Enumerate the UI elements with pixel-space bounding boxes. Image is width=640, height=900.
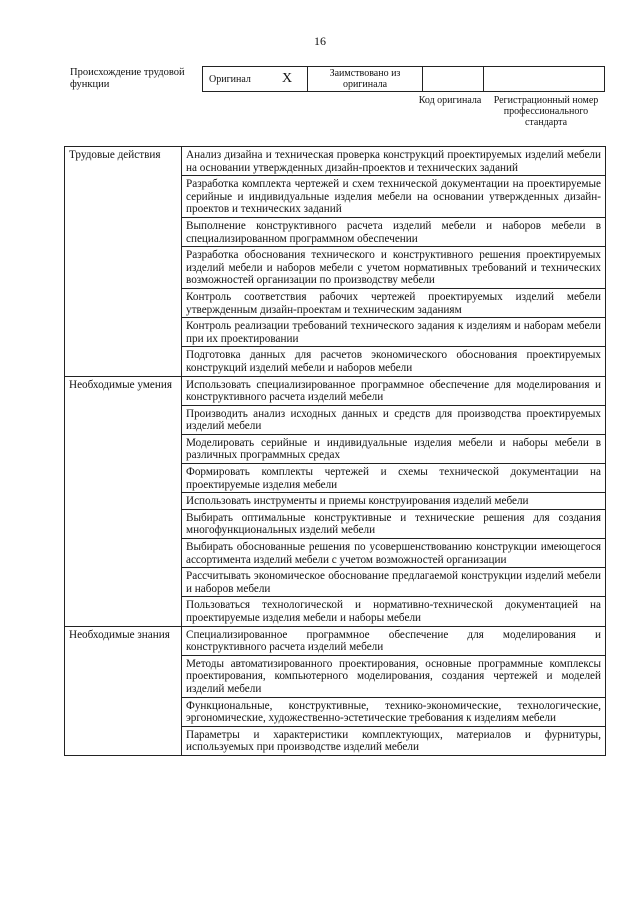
table-cell: Рассчитывать экономическое обоснование предлагаемой конструкции изделий мебели и наборов мебели [182, 568, 606, 597]
function-table [64, 146, 606, 756]
table-cell: Функциональные, конструктивные, технико-экономические, технологические, эргономические, художественно-эстетические требования к изделиям мебели [182, 697, 606, 726]
origin-table [202, 66, 605, 92]
table-cell: Разработка комплекта чертежей и схем технической документации на проектируемые серийные и индивидуальные изделия мебели на основании утвержденных дизайн-проектов и технических заданий [182, 176, 606, 218]
table-cell: Выполнение конструктивного расчета изделий мебели и наборов мебели в специализированном программном обеспечении [182, 217, 606, 246]
code-cell [423, 67, 484, 92]
table-cell: Пользоваться технологической и нормативно-технической документацией на проектируемые изделия мебели и наборы мебели [182, 597, 606, 626]
page-number: 16 [314, 34, 326, 48]
table-cell: Методы автоматизированного проектирования, основные программные комплексы проектирования, компьютерного моделирования, создания чертежей и моделей изделий мебели [182, 655, 606, 697]
table-row [65, 147, 606, 176]
table-cell: Выбирать обоснованные решения по усовершенствованию конструкции имеющегося ассортимента изделий мебели с учетом возможностей организации [182, 539, 606, 568]
table-cell: Анализ дизайна и техническая проверка конструкций проектируемых изделий мебели на основании утвержденных дизайн-проектов и технических заданий [182, 147, 606, 176]
table-cell: Параметры и характеристики комплектующих, материалов и фурнитуры, используемых при производстве изделий мебели [182, 726, 606, 755]
reg-number-cell [484, 67, 605, 92]
table-cell: Моделировать серийные и индивидуальные изделия мебели и наборы мебели в различных программных средах [182, 434, 606, 463]
section-title-actions: Трудовые действия [65, 147, 182, 377]
table-row [65, 376, 606, 405]
original-label: Оригинал [203, 67, 268, 92]
table-cell: Использовать специализированное программное обеспечение для моделирования и конструктивного расчета изделий мебели [182, 376, 606, 405]
origin-label: Происхождение трудовой функции [70, 67, 185, 90]
table-cell: Производить анализ исходных данных и средств для производства проектируемых изделий мебели [182, 405, 606, 434]
reg-caption: Регистрационный номер профессионального стандарта [493, 95, 599, 128]
table-cell: Формировать комплекты чертежей и схемы технической документации на проектируемые изделия мебели [182, 464, 606, 493]
original-mark: X [267, 67, 308, 92]
table-cell: Контроль соответствия рабочих чертежей проектируемых изделий мебели утвержденным дизайн-проектам и техническим заданиям [182, 288, 606, 317]
table-cell: Использовать инструменты и приемы конструирования изделий мебели [182, 493, 606, 510]
table-cell: Контроль реализации требований технического задания к изделиям и наборам мебели при их проектировании [182, 318, 606, 347]
table-cell: Специализированное программное обеспечение для моделирования и конструктивного расчета изделий мебели [182, 626, 606, 655]
table-cell: Разработка обоснования технического и конструктивного решения проектируемых изделий мебели и наборов мебели с учетом нормативных требований и технических возможностей организации по производству мебели [182, 247, 606, 289]
code-caption: Код оригинала [418, 95, 482, 106]
table-cell: Выбирать оптимальные конструктивные и технические решения для создания многофункциональных изделий мебели [182, 509, 606, 538]
borrowed-label: Заимствовано из оригинала [308, 67, 423, 92]
section-title-skills: Необходимые умения [65, 376, 182, 626]
section-title-knowledge: Необходимые знания [65, 626, 182, 755]
table-cell: Подготовка данных для расчетов экономического обоснования проектируемых конструкций изделий мебели и наборов мебели [182, 347, 606, 376]
table-row [65, 626, 606, 655]
